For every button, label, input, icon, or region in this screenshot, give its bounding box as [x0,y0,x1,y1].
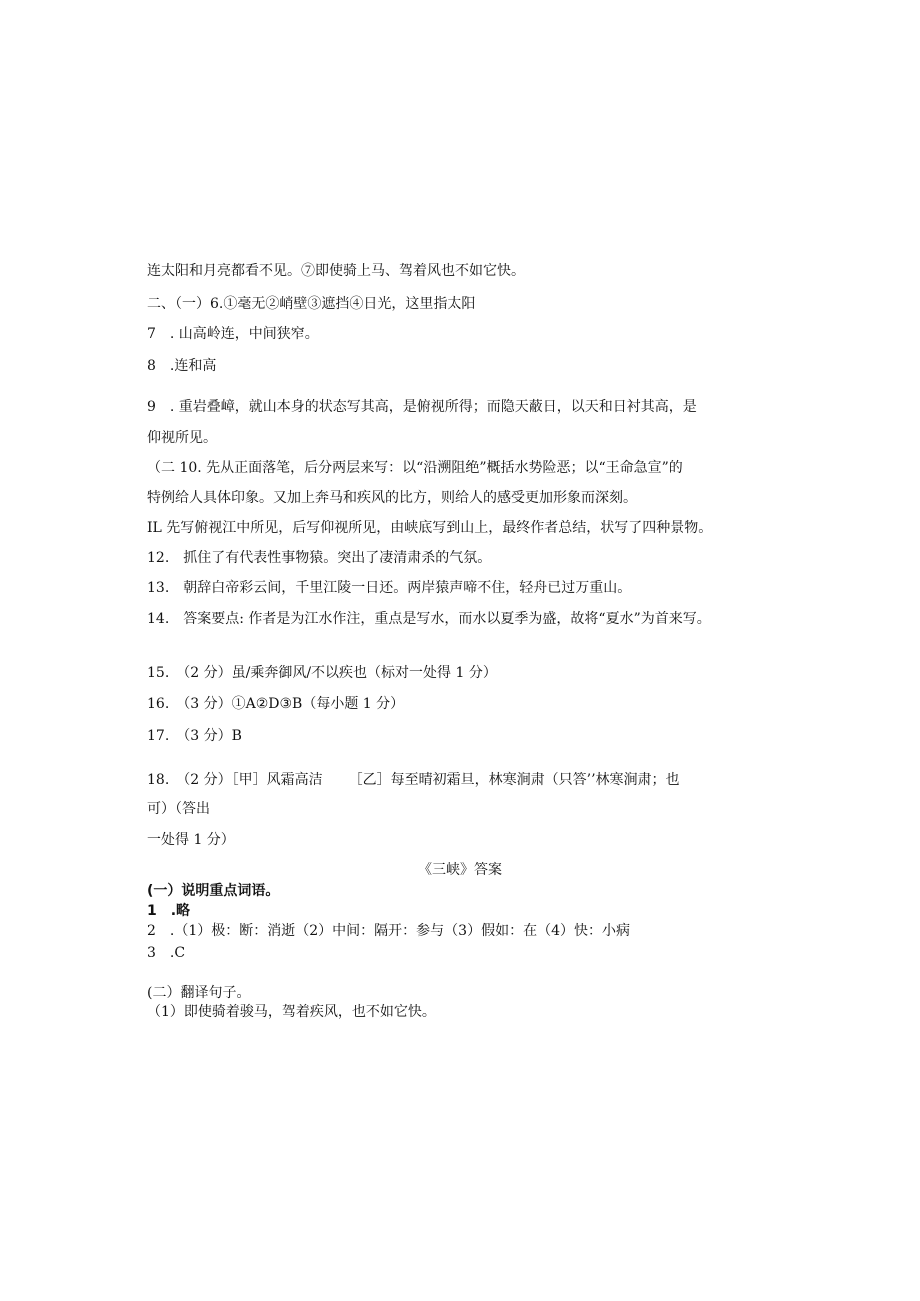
item-18-part-b: ［乙］每至晴初霜旦，林寒涧肃（只答’’林寒涧肃；也 [348,772,680,788]
text-line-item-18-cont: 可）（答出 [147,801,210,817]
text-line-item-17: 17. （3 分）B [147,728,242,744]
answer-item-3: 3 .C [147,945,186,961]
text-line-continuation: 连太阳和月亮都看不见。⑦即使骑上马、驾着风也不如它快。 [147,263,525,279]
section-1-heading: (一）说明重点词语。 [147,883,280,899]
text-line-item-12: 12. 抓住了有代表性事物猿。突出了凄清肃杀的气氛。 [147,550,492,566]
text-line-item-9-cont: 仰视所见。 [147,430,217,446]
text-line-item-16: 16. （3 分）①A②D③B（每小题 1 分） [147,696,405,712]
text-line-section-2-item-6: 二、（一）6.①毫无②峭壁③遮挡④日光，这里指太阳 [147,296,476,312]
text-line-item-15: 15. （2 分）虽/乘奔御风/不以疾也（标对一处得 1 分） [147,665,497,681]
answer-item-2: 2 .（1）极：断：消逝（2）中间：隔开：参与（3）假如：在（4）快：小病 [147,923,630,939]
answer-title: 《三峡》答案 [418,862,502,878]
answer-item-1: 1 .略 [147,903,191,919]
section-2-heading: (二）翻译句子。 [147,985,251,1001]
text-line-item-7: 7 . 山高岭连，中间狭窄。 [147,326,319,342]
text-line-item-11: IL 先写俯视江中所见，后写仰视所见，由峡底写到山上，最终作者总结，状写了四种景物。 [147,520,713,536]
text-line-item-8: 8 .连和高 [147,358,217,374]
item-18-part-a: 18. （2 分）［甲］风霜高洁 [147,772,323,788]
text-line-item-18 [147,770,680,790]
text-line-item-18-end: 一处得 1 分） [147,832,235,848]
text-line-item-10: （二 10. 先从正面落笔，后分两层来写：以“沿溯阻绝”概括水势险恶；以“王命急宣”的 [147,460,683,476]
text-line-item-14: 14. 答案要点: 作者是为江水作注，重点是写水，而水以夏季为盛，故将“夏水”为首来写。 [147,611,711,627]
section-2-translation-1: （1）即使骑着骏马，驾着疾风，也不如它快。 [147,1004,436,1020]
text-line-item-13: 13. 朝辞白帝彩云间，千里江陵一日还。两岸猿声啼不住，轻舟已过万重山。 [147,580,632,596]
text-line-item-9: 9 . 重岩叠嶂，就山本身的状态写其高，是俯视所得；而隐天蔽日，以天和日衬其高，是 [147,399,697,415]
text-line-item-10-cont: 特例给人具体印象。又加上奔马和疾风的比方，则给人的感受更加形象而深刻。 [147,490,637,506]
